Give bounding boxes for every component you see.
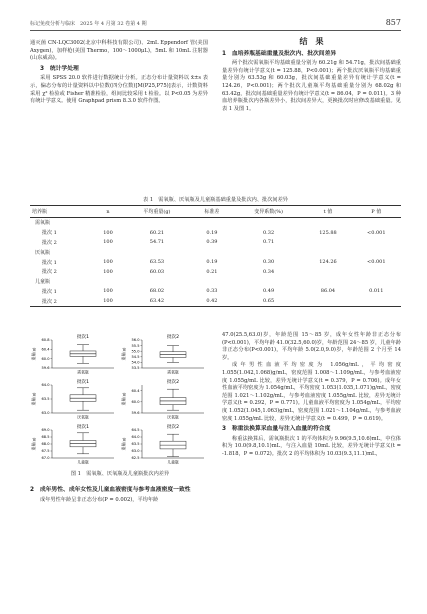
table-row [30,257,401,267]
table-cell: 0.39 [206,239,218,246]
table-cell: 0.33 [206,288,218,295]
table-cell: 60.03 [149,268,165,275]
table-header-cell: 变异系数(%) [233,206,305,218]
results-table [30,205,401,307]
y-tick-label: 63.5 [41,397,50,402]
boxplot-panel [121,423,204,465]
boxplot-panel [121,378,204,420]
table-cell: 0.42 [191,296,233,306]
y-tick-label: 55.5 [131,343,140,348]
y-tick-label: 56.0 [131,338,140,343]
y-tick-label: 60.0 [41,356,50,361]
section-heading-density: 2 成年男性、成年女性及儿童血液密度与参考血液密度一致性 [30,487,191,493]
table-cell: 0.21 [206,268,218,275]
table-row [30,296,401,306]
table-row-label: 批次 1 [42,259,57,266]
table-cell: 0.32 [263,229,275,236]
x-category-label: 儿童瓶 [167,459,179,465]
panel-title: 批次1 [76,425,90,430]
table-row-label: 批次 1 [42,230,57,237]
table-row-label: 批次 2 [42,239,57,246]
table-header-cell: 培养瓶 [30,206,93,218]
panel-title: 批次1 [76,335,90,340]
table-row [30,238,401,248]
table-cell: 0.65 [233,296,305,306]
table-header-cell: n [93,206,123,218]
table-cell: 124.26 [319,259,337,266]
table-cell [93,277,123,287]
table-cell: 0.19 [206,259,218,266]
section-heading-volume: 3 称重法换算采血量与注入血量的符合度 [222,426,331,433]
table-row-label: 厌氧瓶 [35,249,51,256]
table-cell [352,277,401,287]
age-paragraph: 47.0(25.5,63.0)岁，年龄范围 15～85 岁，成年女性年龄非正态分布(P<0.001)，平均年龄 41.0(32.5,60.0)岁，年龄范围 24～85 岁，儿童年龄非正态分布(P<0.001)，平均年龄 5.0(2.0,9.0)岁，年龄范围 2 个月至 14 岁。 [222,332,401,361]
table-row [30,267,401,277]
table-cell [352,247,401,257]
y-tick-label: 64.0 [131,435,140,440]
y-tick-label: 63.5 [131,442,140,447]
y-axis-label: 重量(g) [31,392,36,406]
y-axis-label: 重量(g) [121,347,126,361]
table-cell: 125.88 [319,229,337,236]
table-cell: 0.19 [206,229,218,236]
y-axis-label: 重量(g) [121,392,126,406]
table-cell: 100 [103,239,113,246]
table-cell [191,218,233,228]
x-category-label: 厌氧瓶 [167,414,179,420]
y-tick-label: 54.5 [131,355,140,359]
y-tick-label: 67.5 [41,449,50,454]
boxplot-panel [121,333,204,375]
y-tick-label: 55.0 [131,349,140,354]
table-cell [352,218,401,228]
table-cell [93,247,123,257]
materials-paragraph: 通灭菌 CN-LQC3002(北京中科科技有限公司)、2mL Eppendorf 管(美国 Axygen)，加样枪(美国 Thermo，100～1000μL)，5mL 和 10mL 注射器(山东威高)。 [30,40,208,62]
y-axis-label: 重量(g) [31,437,36,451]
results-heading: 结 果 [299,37,324,46]
density-results-paragraph: 成年男性血液平均密度为 1.056g/mL，平均密度 1.055(1.042,1.068)g/mL，密度范围 1.008～1.109g/mL，与参考血液密度 1.055g/mL 比较，差异无统计学意义(t = 0.379，P = 0.706)。成年女性血液平均密度为 1.054g/mL，平均密度 1.053(1.035,1.071)g/mL，密度范围 1.021～1.102g/mL，与参考血液密度 1.055g/mL 比较，差异无统计学意义(t = 0.292，P = 0.771)。儿童血液平均密度为 1.054g/mL，平均密度 1.052(1.045,1.063)g/mL，密度范围 1.021～1.104g/mL，与参考血液密度 1.055g/mL 比较，差异无统计学意义(t = 0.499，P = 0.619)。 [222,362,401,422]
base-weight-paragraph: 两个批次需氧瓶平均基础重量分别为 60.21g 和 54.71g，批次间基础重量差异有统计学意义(t = 125.88，P<0.001)；两个批次厌氧瓶平均基础重量分别为 63.53g 和 60.03g，批次间基础重量差异有统计学意义(t = 124.26，P<0.001)；两个批次儿童瓶平均基础重量分别为 68.02g 和 63.42g，批次间基础重量差异有统计学意义(t = 86.04，P = 0.011)。3 种血培养瓶批次内各瓶差异小，批次间差异大，更换批次时应修改基础重量。见表 1 及图 1。 [222,60,401,112]
table-cell: 0.011 [369,288,384,295]
boxplot-panel [31,333,114,375]
table-cell [93,218,123,228]
table-cell: 100 [103,259,113,266]
table-row [30,218,401,228]
table-cell [352,296,401,306]
panel-title: 批次2 [166,425,180,430]
y-tick-label: 64.0 [41,383,50,388]
y-tick-label: 63.0 [41,411,50,416]
volume-paragraph: 称重法换算后，需氧瓶批次 1 的平均体积为 9.96(9.5,10.6)mL，中位体积为 10.0(9.8,10.1)mL，与注入血量 10mL 比较，差异无统计学意义(t = -1.818，P = 0.072)。批次 2 的平均体积为 10.03(9.3,11.1)mL， [222,435,401,457]
table-cell: 86.04 [320,288,336,295]
y-tick-label: 60.4 [41,347,50,352]
table-cell [352,238,401,248]
section-heading-base-weight: 1 血培养瓶基础重量及批次内、批次间差异 [222,50,337,57]
table-cell [233,247,305,257]
table-cell: <0.001 [367,229,386,236]
running-header: 标记免疫分析与临床 2025 年 4 月第 32 卷第 4 期 [30,21,147,27]
table-cell [304,277,351,287]
table-cell [352,267,401,277]
y-axis-label: 重量(g) [121,437,126,451]
boxplot-panel [31,423,114,465]
section-heading-statistics: 3 统计学处理 [40,65,79,72]
table-cell [304,238,351,248]
y-tick-label: 63.0 [131,449,140,454]
x-category-label: 需氧瓶 [77,369,89,375]
table-row-label: 批次 1 [42,288,57,295]
table-row-label: 儿童瓶 [35,279,51,286]
y-tick-label: 60.8 [41,338,50,343]
y-tick-label: 64.5 [131,428,140,433]
y-tick-label: 68.5 [41,435,50,440]
left-column-bottom [30,484,208,504]
right-column-top [222,38,401,113]
table-header-cell: 平均重量(g) [123,206,191,218]
table-cell: 0.30 [263,259,275,266]
table-cell: 54.71 [149,239,165,246]
table-cell [233,277,305,287]
table-cell: 63.53 [149,259,165,266]
y-tick-label: 54.0 [131,360,140,365]
x-category-label: 需氧瓶 [167,369,179,375]
panel-title: 批次1 [76,380,90,385]
table-cell: <0.001 [367,259,386,266]
header-rule [30,30,401,31]
table-cell [191,247,233,257]
panel-title: 批次2 [166,335,180,340]
table-cell: 100 [103,288,113,295]
x-category-label: 厌氧瓶 [77,414,89,420]
y-tick-label: 69.0 [41,428,50,433]
y-tick-label: 67.0 [41,456,50,461]
page-number: 857 [385,18,401,27]
table-row-label: 批次 2 [42,269,57,276]
table-cell: 60.21 [149,229,165,236]
y-tick-label: 53.5 [131,366,140,371]
table-cell: 68.02 [149,288,165,295]
boxplot-figure [30,332,210,467]
table-header-cell: t 值 [304,206,351,218]
table-cell [304,247,351,257]
y-tick-label: 60.4 [131,388,140,393]
density-paragraph-start: 成年男性年龄呈非正态分布(P = 0.002)，平均年龄 [40,496,159,503]
table-header-row [30,206,401,218]
y-tick-label: 60.0 [131,400,140,404]
table-row-label: 需氧瓶 [35,220,51,227]
figure-caption: 图 1 需氧瓶、厌氧瓶及儿童瓶批次内差异 [70,471,170,477]
table-cell [191,277,233,287]
table-cell: 100 [93,296,123,306]
boxplot-panel [31,378,114,420]
statistics-paragraph: 采用 SPSS 20.0 软件进行数据统计分析。正态分布计量资料以 x̄±s 表示，偏态分布的计量资料以中位数(四分位数)[M(P25,P75)]表示，计数资料采用 χ² 检验或 Fisher 精准检验，组间比较采用 t 检验。以 P<0.05 为差异有统计学意义。使用 Graphpad prism 8.3.0 软件作图。 [30,75,208,105]
table-cell: 100 [103,268,113,275]
table-cell [123,218,191,228]
y-tick-label: 62.5 [131,456,140,461]
table-cell: 0.49 [263,288,275,295]
table-cell [123,277,191,287]
table-cell: 0.34 [263,268,275,275]
y-tick-label: 59.6 [131,411,140,416]
table-row-label: 批次 2 [30,296,93,306]
table-header-cell: P 值 [352,206,401,218]
right-column-bottom [222,332,401,459]
table-header-cell: 标准差 [191,206,233,218]
y-tick-label: 59.6 [41,366,50,371]
table-row [30,286,401,296]
table-cell [304,267,351,277]
table-cell [304,296,351,306]
x-category-label: 儿童瓶 [77,459,89,465]
table-cell [123,247,191,257]
table-caption: 表 1 需氧瓶、厌氧瓶及儿童瓶基础重量及批次内、批次间差异 [142,197,288,203]
y-axis-label: 重量(g) [31,347,36,361]
table-cell: 63.42 [123,296,191,306]
panel-title: 批次2 [166,380,180,385]
table-row [30,228,401,238]
left-column-top [30,40,208,106]
table-row [30,277,401,287]
table-cell [304,218,351,228]
y-tick-label: 68.0 [41,442,50,447]
table-row [30,247,401,257]
table-cell [233,218,305,228]
table-cell: 0.71 [263,239,275,246]
table-cell: 100 [103,229,113,236]
